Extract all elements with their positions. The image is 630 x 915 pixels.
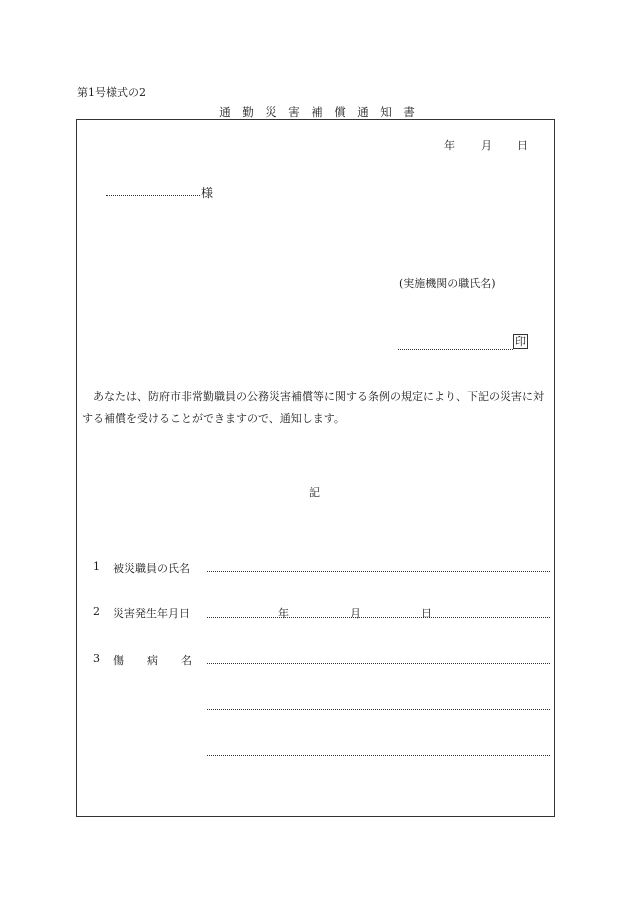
- item-label-victim-name: 被災職員の氏名: [113, 562, 190, 575]
- item-number: 3: [93, 652, 100, 665]
- item-label-injury-char: 傷: [113, 654, 124, 667]
- seal-mark: 印: [515, 335, 526, 348]
- form-number: 第1号様式の2: [77, 86, 146, 99]
- date-year-label: 年: [444, 139, 455, 152]
- date-month-label: 月: [481, 139, 492, 152]
- document-title: 通 勤 災 害 補 償 通 知 書: [219, 105, 415, 119]
- injury-name-line: [207, 709, 550, 710]
- item-label-accident-date: 災害発生年月日: [113, 607, 190, 620]
- notice-heading: 記: [309, 486, 320, 499]
- issuer-signature-line: [398, 349, 513, 350]
- item-number: 2: [93, 605, 100, 618]
- notice-body-text: あなたは、防府市非常勤職員の公務災害補償等に関する条例の規定により、下記の災害に対する補償を受けることができますので、通知します。: [82, 390, 544, 425]
- item-label-injury-char: 病: [147, 654, 158, 667]
- date-day-label: 日: [517, 139, 528, 152]
- injury-name-line: [207, 663, 550, 664]
- form-frame: [76, 119, 555, 817]
- item-label-injury-char: 名: [181, 654, 192, 667]
- accident-date-line: [207, 617, 550, 618]
- issuer-title-label: (実施機関の職氏名): [399, 277, 496, 290]
- addressee-suffix: 様: [201, 186, 214, 200]
- victim-name-line: [207, 571, 550, 572]
- accident-date-day-label: 日: [421, 607, 432, 620]
- item-number: 1: [93, 560, 100, 573]
- accident-date-year-label: 年: [278, 607, 289, 620]
- injury-name-line: [207, 755, 550, 756]
- addressee-name-line: [106, 195, 200, 196]
- accident-date-month-label: 月: [350, 607, 361, 620]
